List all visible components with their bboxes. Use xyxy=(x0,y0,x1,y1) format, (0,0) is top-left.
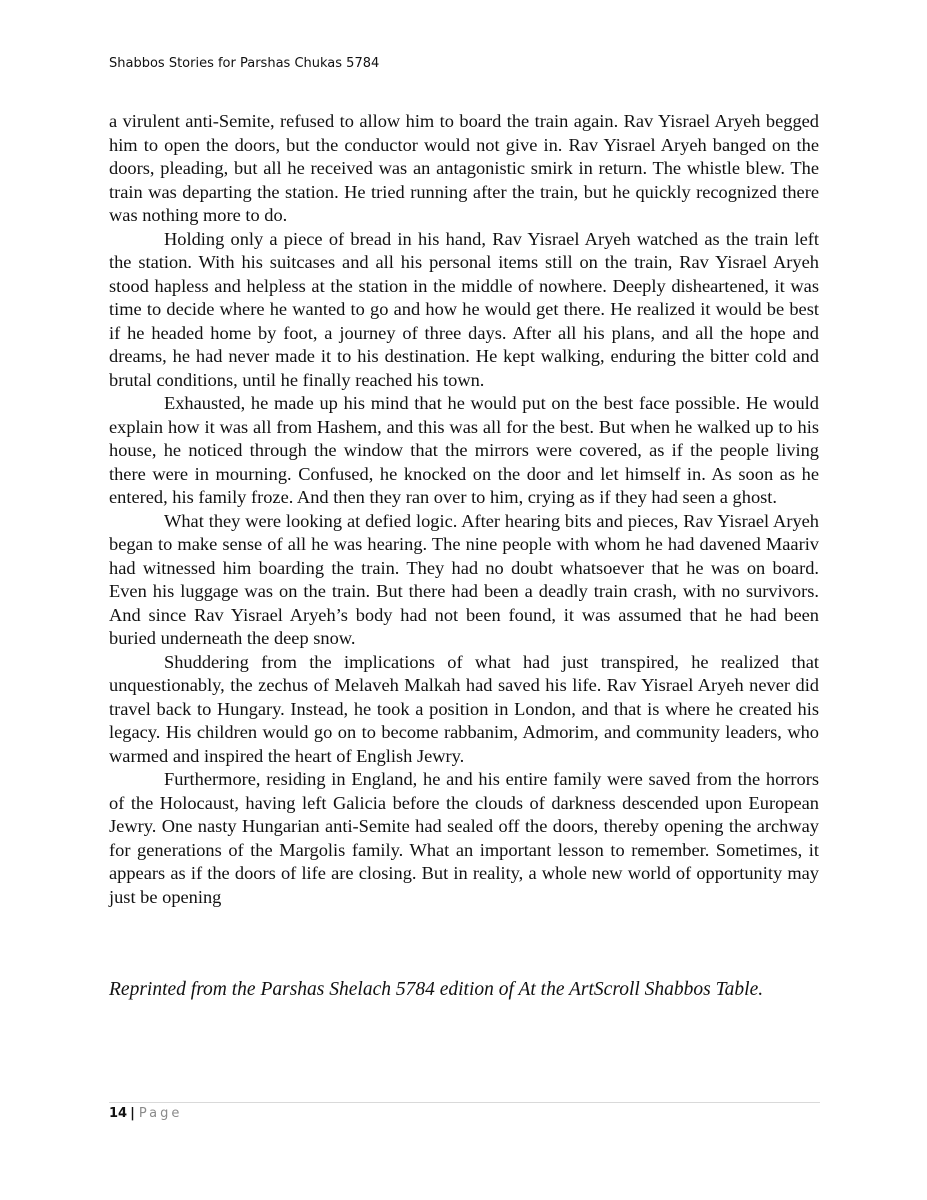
paragraph-6: Furthermore, residing in England, he and his entire family were saved from the horrors of the Holocaust, having left Galicia before the clouds of darkness descended upon European Jewry. One nasty Hungarian anti-Semite had sealed off the doors, thereby opening the archway for generations of the Margolis family. What an important lesson to remember. Sometimes, it appears as if the doors of life are closing. But in reality, a whole new world of opportunity may just be opening xyxy=(109,769,819,907)
article-body xyxy=(109,110,819,909)
paragraph-3: Exhausted, he made up his mind that he would put on the best face possible. He would explain how it was all from Hashem, and this was all for the best. But when he walked up to his house, he noticed through the window that the mirrors were covered, as if the people living there were in mourning. Confused, he knocked on the door and let himself in. As soon as he entered, his family froze. And then they ran over to him, crying as if they had seen a ghost. xyxy=(109,393,819,507)
paragraph-4: What they were looking at defied logic. After hearing bits and pieces, Rav Yisrael Aryeh began to make sense of all he was hearing. The nine people with whom he had davened Maariv had witnessed him boarding the train. They had no doubt whatsoever that he was on board. Even his luggage was on the train. But there had been a deadly train crash, with no survivors. And since Rav Yisrael Aryeh’s body had not been found, it was assumed that he had been buried underneath the deep snow. xyxy=(109,510,819,648)
page-number: 14 xyxy=(109,1106,128,1121)
running-header: Shabbos Stories for Parshas Chukas 5784 xyxy=(109,56,380,71)
paragraph-1: a virulent anti-Semite, refused to allow him to board the train again. Rav Yisrael Aryeh begged him to open the doors, but the conductor would not give in. Rav Yisrael Aryeh banged on the doors, pleading, but all he received was an antagonistic smirk in return. The whistle blew. The train was departing the station. He tried running after the train, but he quickly recognized there was nothing more to do. xyxy=(109,111,819,225)
reprint-credit: Reprinted from the Parshas Shelach 5784 edition of At the ArtScroll Shabbos Table. xyxy=(109,979,764,1000)
footer-divider xyxy=(109,1102,820,1103)
page-footer xyxy=(109,1106,182,1121)
footer-separator: | xyxy=(130,1106,135,1121)
page-label: Page xyxy=(138,1106,183,1121)
paragraph-5: Shuddering from the implications of what had just transpired, he realized that unquestionably, the zechus of Melaveh Malkah had saved his life. Rav Yisrael Aryeh never did travel back to Hungary. Instead, he took a position in London, and that is where he created his legacy. His children would go on to become rabbanim, Admorim, and community leaders, who warmed and inspired the heart of English Jewry. xyxy=(109,651,819,766)
paragraph-2: Holding only a piece of bread in his hand, Rav Yisrael Aryeh watched as the train left the station. With his suitcases and all his personal items still on the train, Rav Yisrael Aryeh stood hapless and helpless at the station in the middle of nowhere. Deeply disheartened, it was time to decide where he wanted to go and how he would get there. He realized it would be best if he headed home by foot, a journey of three days. After all his plans, and all the hope and dreams, he had never made it to his destination. He kept walking, enduring the bitter cold and brutal conditions, until he finally reached his town. xyxy=(109,228,819,390)
